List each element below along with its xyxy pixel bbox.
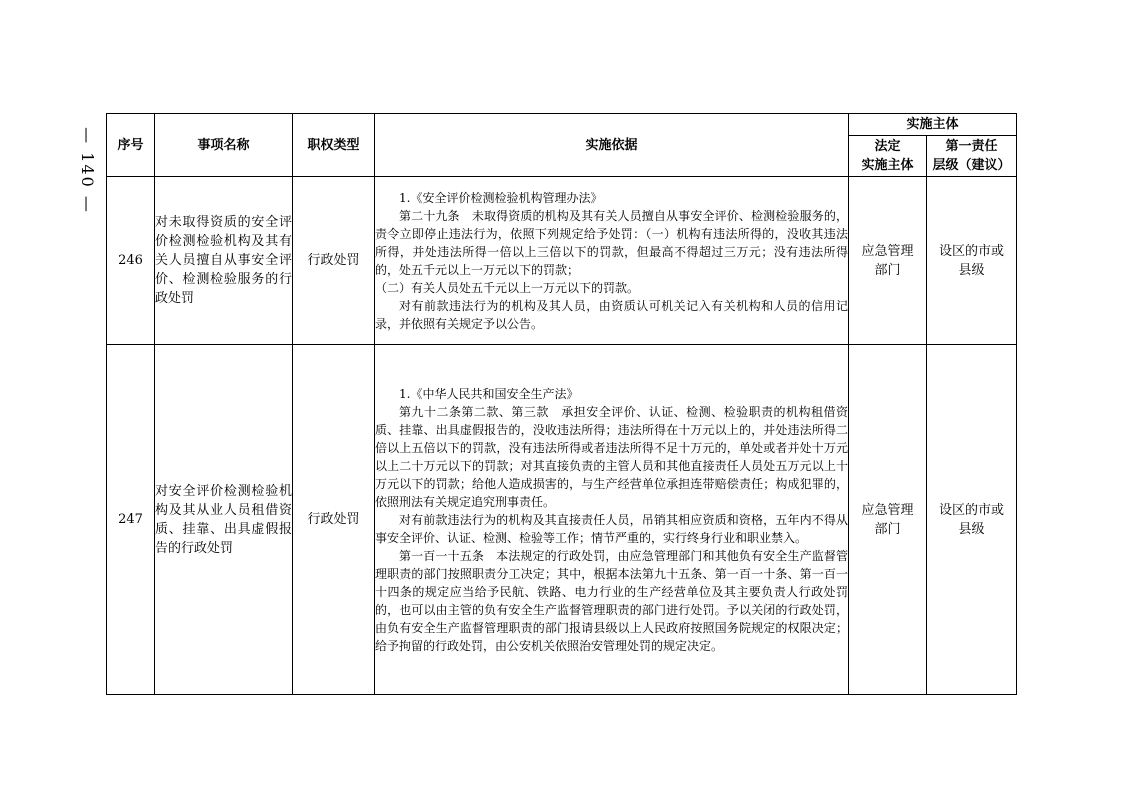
- row-first-level: 设区的市或县级: [927, 177, 1017, 345]
- header-basis: 实施依据: [375, 114, 849, 177]
- header-item-name: 事项名称: [155, 114, 293, 177]
- header-subject: 实施主体: [849, 114, 1017, 136]
- basis-paragraph: 对有前款违法行为的机构及其直接责任人员，吊销其相应资质和资格，五年内不得从事安全评价、认证、检测、检验等工作；情节严重的，实行终身行业和职业禁入。: [375, 512, 848, 545]
- table-row: [107, 345, 1017, 695]
- table-row: [107, 177, 1017, 345]
- row-basis: [375, 177, 849, 345]
- row-power-type: 行政处罚: [293, 345, 375, 695]
- row-legal-subject: 应急管理部门: [849, 177, 927, 345]
- basis-paragraph: 对有前款违法行为的机构及其人员，由资质认可机关记入有关机构和人员的信用记录，并依照有关规定予以公告。: [375, 298, 848, 331]
- row-power-type: 行政处罚: [293, 177, 375, 345]
- header-first-level: 第一责任 层级（建议）: [927, 136, 1017, 177]
- basis-paragraph: 1.《中华人民共和国安全生产法》: [399, 386, 579, 401]
- basis-paragraph: 第二十九条 未取得资质的机构及其有关人员擅自从事安全评价、检测检验服务的，责令立即停止违法行为，依照下列规定给予处罚：（一）机构有违法所得的，没收其违法所得，并处违法所得一倍以上三倍以下的罚款，但最高不得超过三万元；没有违法所得的，处五千元以上一万元以下的罚款；: [375, 208, 848, 277]
- basis-paragraph: （二）有关人员处五千元以上一万元以下的罚款。: [375, 280, 640, 295]
- page-number: — 140 —: [77, 126, 97, 214]
- row-legal-subject: 应急管理部门: [849, 345, 927, 695]
- header-power-type: 职权类型: [293, 114, 375, 177]
- row-item-name: 对安全评价检测检验机构及其从业人员租借资质、挂靠、出具虚假报告的行政处罚: [155, 345, 293, 695]
- row-seq: 246: [107, 177, 155, 345]
- basis-paragraph: 第九十二条第二款、第三款 承担安全评价、认证、检测、检验职责的机构租借资质、挂靠、出具虚假报告的，没收违法所得；违法所得在十万元以上的，并处违法所得二倍以上五倍以下的罚款，没有违法所得或者违法所得不足十万元的，单处或者并处十万元以上二十万元以下的罚款；对其直接负责的主管人员和其他直接责任人员处五万元以上十万元以下的罚款；给他人造成损害的，与生产经营单位承担连带赔偿责任；构成犯罪的，依照刑法有关规定追究刑事责任。: [375, 404, 848, 509]
- row-basis: [375, 345, 849, 695]
- header-legal-subject: 法定 实施主体: [849, 136, 927, 177]
- basis-paragraph: 1.《安全评价检测检验机构管理办法》: [399, 190, 603, 205]
- row-first-level: 设区的市或县级: [927, 345, 1017, 695]
- enforcement-table: [106, 113, 1017, 695]
- basis-paragraph: 第一百一十五条 本法规定的行政处罚，由应急管理部门和其他负有安全生产监督管理职责的部门按照职责分工决定；其中，根据本法第九十五条、第一百一十条、第一百一十四条的规定应当给予民航、铁路、电力行业的生产经营单位及其主要负责人行政处罚的，也可以由主管的负有安全生产监督管理职责的部门进行处罚。予以关闭的行政处罚，由负有安全生产监督管理职责的部门报请县级以上人民政府按照国务院规定的权限决定；给予拘留的行政处罚，由公安机关依照治安管理处罚的规定决定。: [375, 548, 848, 653]
- header-seq: 序号: [107, 114, 155, 177]
- row-seq: 247: [107, 345, 155, 695]
- row-item-name: 对未取得资质的安全评价检测检验机构及其有关人员擅自从事安全评价、检测检验服务的行政处罚: [155, 177, 293, 345]
